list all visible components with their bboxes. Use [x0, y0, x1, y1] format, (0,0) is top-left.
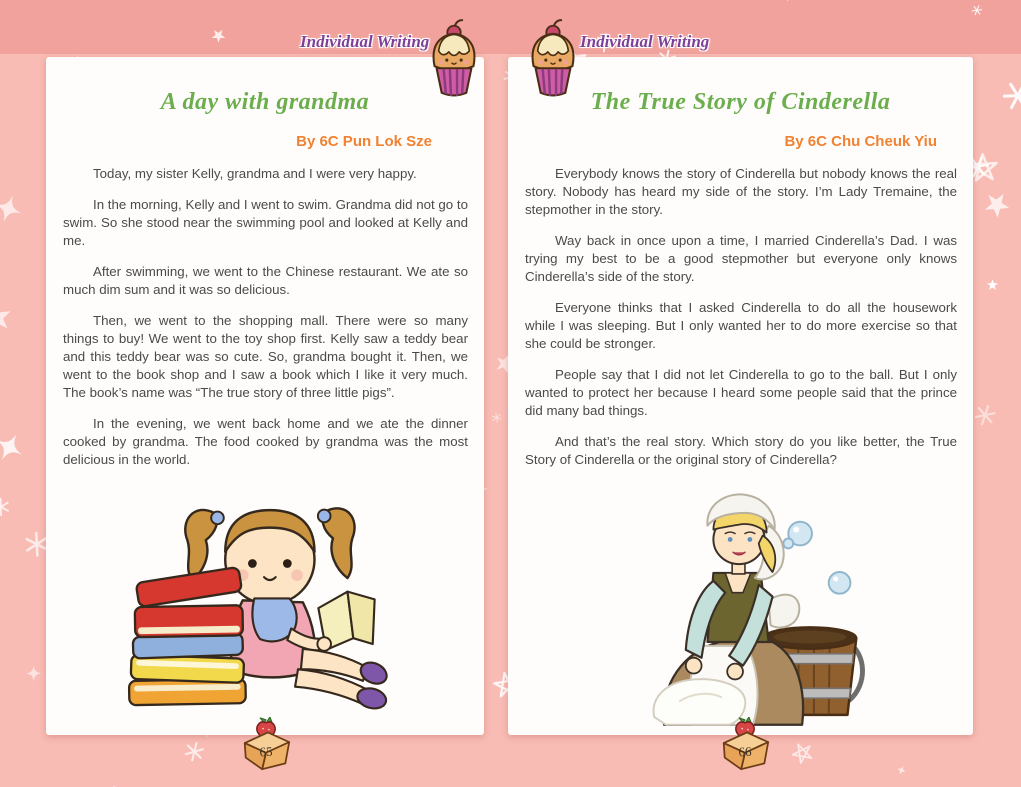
story-author: By 6C Pun Lok Sze	[296, 133, 432, 150]
story-paragraph: And that’s the real story. Which story do you like better, the True Story of Cinderella or the original story of Cinderella?	[525, 434, 957, 467]
cake-slice-icon	[237, 717, 295, 775]
right-page	[508, 57, 973, 735]
story-paragraph: In the evening, we went back home and we ate the dinner cooked by grandma. The food cooked by grandma was the most delicious in the world.	[63, 416, 468, 467]
cupcake-icon	[428, 15, 480, 99]
left-page	[46, 57, 484, 735]
story-paragraph: Everyone thinks that I asked Cinderella to do all the housework while I was sleeping. But I only wanted her to do more exercise so that she could be stronger.	[525, 300, 957, 351]
page-number: 66	[738, 743, 752, 760]
story-paragraph: After swimming, we went to the Chinese restaurant. We ate so much dim sum and it was so delicious.	[63, 264, 468, 297]
story-paragraph: Everybody knows the story of Cinderella but nobody knows the real story. Nobody has heard my side of the story. I’m Lady Tremaine, the stepmother in the story.	[525, 166, 957, 217]
story-paragraph: In the morning, Kelly and I went to swim. Grandma did not go to swim. So she stood near the swimming pool and looked at Kelly and me.	[63, 197, 468, 248]
story-paragraph: Way back in once upon a time, I married Cinderella’s Dad. I was trying my best to be a good stepmother but everyone only knows Cinderella’s side of the story.	[525, 233, 957, 284]
page-title: A day with grandma	[160, 89, 370, 115]
story-paragraph: Then, we went to the shopping mall. There were so many things to buy! We went to the toy shop first. Kelly saw a teddy bear and this teddy bear was so cute. So, grandma bought it. Then, we went to the book shop and I saw a book which I like it very much. The book’s name was “The true story of three little pigs”.	[63, 313, 468, 400]
cupcake-icon	[527, 15, 579, 99]
girl-reading-illustration	[123, 482, 408, 710]
story-paragraph: Today, my sister Kelly, grandma and I were very happy.	[93, 166, 417, 181]
story-body	[508, 165, 973, 469]
story-body	[46, 165, 484, 469]
story-author: By 6C Chu Cheuk Yiu	[784, 133, 937, 150]
cinderella-washing-illustration	[603, 482, 879, 729]
cake-slice-icon	[716, 717, 774, 775]
section-header: Individual Writing	[580, 32, 710, 51]
story-paragraph: People say that I did not let Cinderella to go to the ball. But I only wanted to protect her because I heard some people said that the prince did many bad things.	[525, 367, 957, 418]
page-number: 65	[259, 743, 273, 760]
page-title: The True Story of Cinderella	[590, 89, 891, 115]
section-header: Individual Writing	[300, 32, 430, 51]
